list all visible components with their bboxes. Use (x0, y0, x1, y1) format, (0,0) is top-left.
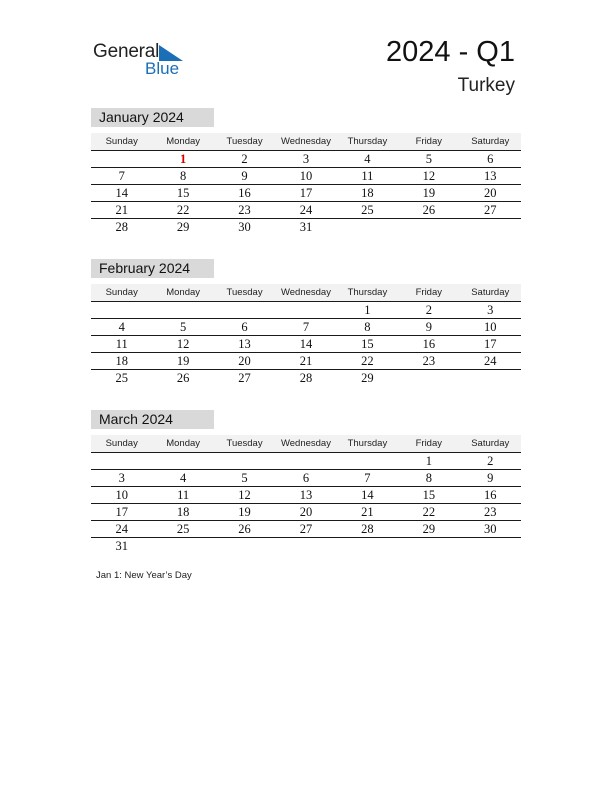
week-row (91, 202, 521, 219)
brand-word-general: General (93, 41, 160, 62)
week-row (91, 319, 521, 336)
month-block (91, 108, 521, 235)
day-cell: 25 (176, 522, 190, 536)
day-cell: 25 (115, 371, 128, 385)
day-cell: 25 (361, 203, 374, 217)
day-cell: 13 (299, 488, 313, 502)
weekday-label: Tuesday (226, 438, 263, 449)
day-cell: 9 (241, 169, 248, 183)
day-cell: 21 (115, 203, 128, 217)
day-cell: 11 (115, 337, 128, 351)
day-cell: 18 (176, 505, 190, 519)
day-cell (275, 538, 336, 554)
week-row (91, 487, 521, 504)
period-title: 2024 - Q1 (386, 36, 515, 68)
day-cell: 1 (364, 303, 371, 317)
day-cell: 27 (299, 522, 313, 536)
day-cell: 14 (115, 186, 128, 200)
day-cell: 23 (483, 505, 497, 519)
weekday-header (91, 133, 521, 151)
weekday-label: Friday (415, 287, 443, 298)
day-cell (275, 453, 336, 469)
day-cell: 28 (299, 371, 313, 385)
day-cell: 1 (425, 454, 432, 468)
day-cell: 28 (115, 220, 128, 234)
day-cell (91, 453, 152, 469)
day-cell: 8 (180, 169, 187, 183)
day-cell (337, 219, 398, 235)
weekday-label: Sunday (105, 136, 138, 147)
month-title: January 2024 (91, 108, 214, 127)
day-cell: 26 (238, 522, 251, 536)
day-cell: 8 (425, 471, 432, 485)
weekday-label: Monday (166, 438, 201, 449)
day-cell: 31 (115, 539, 128, 553)
week-row (91, 521, 521, 538)
day-cell (91, 151, 152, 167)
day-cell: 4 (364, 152, 371, 166)
weekday-label: Monday (166, 136, 201, 147)
day-cell: 13 (238, 337, 251, 351)
day-cell: 2 (241, 152, 248, 166)
weekday-label: Wednesday (280, 287, 331, 298)
weekday-header (91, 284, 521, 302)
brand-logo (93, 40, 193, 80)
day-cell: 14 (299, 337, 313, 351)
day-cell: 20 (299, 505, 313, 519)
week-row (91, 470, 521, 487)
day-cell: 9 (425, 320, 432, 334)
month-title: February 2024 (91, 259, 214, 278)
day-cell: 10 (483, 320, 497, 334)
day-cell (460, 370, 521, 386)
day-cell: 27 (483, 203, 497, 217)
day-cell: 12 (176, 337, 190, 351)
day-cell: 15 (176, 186, 190, 200)
holiday-day-cell: 1 (180, 152, 187, 166)
day-cell: 24 (483, 354, 497, 368)
day-cell (214, 453, 275, 469)
day-cell: 13 (483, 169, 497, 183)
day-cell: 12 (238, 488, 251, 502)
day-cell: 16 (238, 186, 251, 200)
day-cell: 15 (361, 337, 374, 351)
day-cell (152, 453, 213, 469)
day-cell: 11 (361, 169, 374, 183)
day-cell: 17 (299, 186, 313, 200)
country-name: Turkey (457, 75, 515, 96)
week-row (91, 353, 521, 370)
day-cell: 7 (302, 320, 310, 334)
day-cell: 4 (118, 320, 125, 334)
holiday-footnote: Jan 1: New Year’s Day (96, 570, 192, 581)
day-cell: 31 (299, 220, 313, 234)
day-cell: 24 (115, 522, 128, 536)
day-cell (398, 219, 459, 235)
day-cell: 15 (422, 488, 436, 502)
day-cell: 22 (422, 505, 436, 519)
day-cell: 18 (361, 186, 374, 200)
week-row (91, 504, 521, 521)
day-cell (214, 302, 275, 318)
day-cell (398, 370, 459, 386)
day-cell: 5 (425, 152, 432, 166)
day-cell (460, 219, 521, 235)
month-block (91, 259, 521, 386)
week-row (91, 168, 521, 185)
day-cell: 12 (422, 169, 436, 183)
day-cell: 6 (302, 471, 310, 485)
day-cell: 7 (118, 169, 125, 183)
day-cell: 14 (361, 488, 374, 502)
day-cell: 20 (238, 354, 251, 368)
day-cell: 22 (361, 354, 374, 368)
week-row (91, 453, 521, 470)
weekday-label: Tuesday (226, 136, 263, 147)
weekday-label: Tuesday (226, 287, 263, 298)
weekday-label: Wednesday (280, 438, 331, 449)
weekday-label: Sunday (105, 438, 138, 449)
day-cell: 24 (299, 203, 313, 217)
day-cell: 2 (425, 303, 432, 317)
day-cell: 27 (238, 371, 251, 385)
week-row (91, 336, 521, 353)
day-cell: 3 (302, 152, 310, 166)
day-cell: 6 (487, 152, 494, 166)
day-cell: 21 (299, 354, 313, 368)
day-cell: 3 (118, 471, 125, 485)
weekday-label: Friday (415, 136, 443, 147)
weekday-header (91, 435, 521, 453)
day-cell: 26 (176, 371, 190, 385)
week-row (91, 185, 521, 202)
weekday-label: Sunday (105, 287, 138, 298)
day-cell (152, 302, 213, 318)
day-cell (91, 302, 152, 318)
day-cell (152, 538, 213, 554)
day-cell: 30 (238, 220, 251, 234)
day-cell (460, 538, 521, 554)
day-cell: 8 (364, 320, 371, 334)
day-cell: 29 (422, 522, 436, 536)
week-row (91, 370, 521, 386)
day-cell: 9 (487, 471, 494, 485)
month-title: March 2024 (91, 410, 214, 429)
weekday-label: Saturday (471, 287, 510, 298)
day-cell (398, 538, 459, 554)
day-cell: 6 (241, 320, 248, 334)
weekday-label: Friday (415, 438, 443, 449)
week-row (91, 219, 521, 235)
day-cell: 19 (176, 354, 190, 368)
day-cell: 20 (483, 186, 497, 200)
day-cell: 2 (487, 454, 494, 468)
day-cell: 16 (483, 488, 497, 502)
day-cell: 29 (176, 220, 190, 234)
month-block (91, 410, 521, 554)
week-row (91, 151, 521, 168)
day-cell (337, 538, 398, 554)
day-cell: 30 (483, 522, 497, 536)
day-cell: 26 (422, 203, 436, 217)
weekday-label: Thursday (347, 438, 388, 449)
week-row (91, 538, 521, 554)
day-cell: 22 (176, 203, 190, 217)
day-cell (337, 453, 398, 469)
day-cell: 7 (364, 471, 371, 485)
day-cell: 19 (422, 186, 436, 200)
day-cell: 21 (361, 505, 374, 519)
day-cell: 5 (241, 471, 248, 485)
weekday-label: Monday (166, 287, 201, 298)
day-cell: 5 (180, 320, 187, 334)
day-cell: 3 (487, 303, 494, 317)
day-cell: 29 (361, 371, 374, 385)
day-cell (214, 538, 275, 554)
day-cell: 17 (115, 505, 128, 519)
weekday-label: Saturday (471, 438, 510, 449)
brand-word-blue: Blue (145, 59, 180, 78)
day-cell: 18 (115, 354, 128, 368)
day-cell: 11 (177, 488, 190, 502)
day-cell (275, 302, 336, 318)
weekday-label: Wednesday (280, 136, 331, 147)
day-cell: 28 (361, 522, 374, 536)
weekday-label: Saturday (471, 136, 510, 147)
weekday-label: Thursday (347, 287, 388, 298)
day-cell: 16 (422, 337, 436, 351)
day-cell: 19 (238, 505, 251, 519)
day-cell: 17 (483, 337, 497, 351)
day-cell: 23 (422, 354, 436, 368)
day-cell: 10 (115, 488, 128, 502)
week-row (91, 302, 521, 319)
day-cell: 23 (238, 203, 251, 217)
weekday-label: Thursday (347, 136, 388, 147)
day-cell: 4 (180, 471, 187, 485)
day-cell: 10 (299, 169, 313, 183)
